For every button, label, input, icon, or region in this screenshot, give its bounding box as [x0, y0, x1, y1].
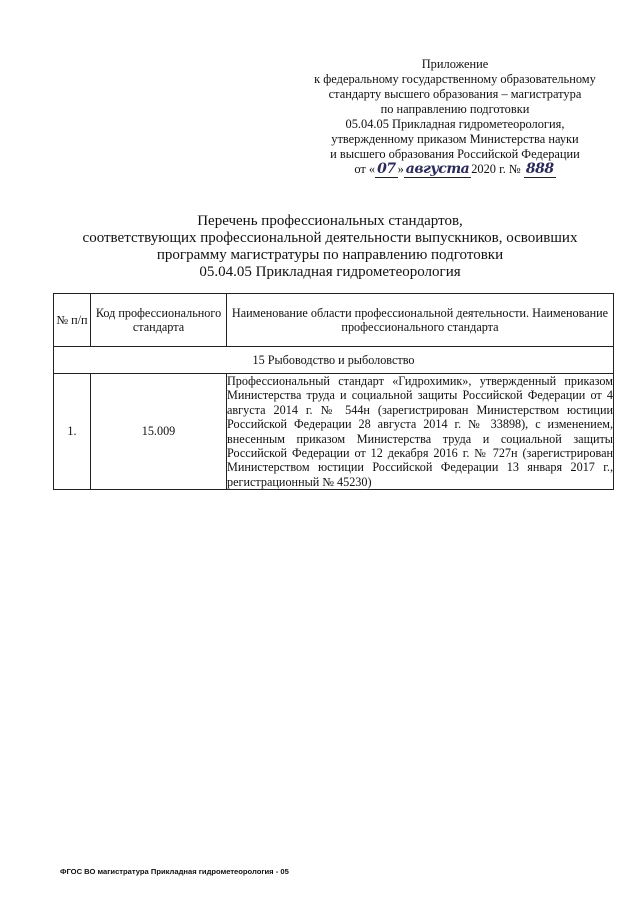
title-line: соответствующих профессиональной деятельности выпускников, освоивших	[82, 230, 578, 246]
handwritten-month: авгусmа	[405, 161, 470, 177]
section-title: 15 Рыбоводство и рыболовство	[54, 347, 614, 374]
page-footer: ФГОС ВО магистратура Прикладная гидрометеорология - 05	[60, 867, 289, 876]
handwritten-day: 07	[377, 161, 396, 177]
appendix-line: и высшего образования Российской Федерации	[330, 147, 580, 161]
table-header-row	[54, 294, 614, 347]
row-code: 15.009	[91, 374, 227, 490]
title-line: Перечень профессиональных стандартов,	[197, 213, 463, 229]
appendix-line: 05.04.05 Прикладная гидрометеорология,	[345, 117, 565, 131]
handwritten-order-number: 888	[525, 161, 554, 177]
row-number: 1.	[54, 374, 91, 490]
appendix-line: к федеральному государственному образовательному	[314, 72, 596, 86]
title-line: 05.04.05 Прикладная гидрометеорология	[199, 264, 461, 280]
appendix-heading: Приложение	[421, 57, 489, 71]
date-year: 2020 г. №	[471, 162, 521, 176]
date-prefix: от «	[354, 162, 376, 176]
row-description: Профессиональный стандарт «Гидрохимик», утвержденный приказом Министерства труда и социальной защиты Российской Федерации от 4 августа 2014 г. № 544н (зарегистрирован Министерством юстиции Российской Федерации 28 августа 2014 г. № 33898), с изменением, внесенным приказом Министерства труда и социальной защиты Российской Федерации от 12 декабря 2016 г. № 727н (зарегистрирован Министерством юстиции Российской Федерации 13 января 2017 г., регистрационный № 45230)	[227, 374, 613, 489]
appendix-line: по направлению подготовки	[380, 102, 530, 116]
date-mid: »	[397, 162, 404, 176]
appendix-line: утвержденному приказом Министерства науки	[331, 132, 579, 146]
header-num: № п/п	[54, 294, 91, 347]
header-name: Наименование области профессиональной деятельности. Наименование профессионального стандарта	[227, 294, 614, 347]
document-title	[60, 213, 600, 281]
order-date-line	[300, 162, 610, 177]
header-code: Код профессионального стандарта	[91, 294, 227, 347]
section-row	[54, 347, 614, 374]
appendix-line: стандарту высшего образования – магистратура	[328, 87, 582, 101]
appendix-block	[300, 57, 610, 177]
standards-table	[53, 293, 614, 490]
title-line: программу магистратуры по направлению подготовки	[156, 247, 504, 263]
table-row	[54, 374, 614, 490]
